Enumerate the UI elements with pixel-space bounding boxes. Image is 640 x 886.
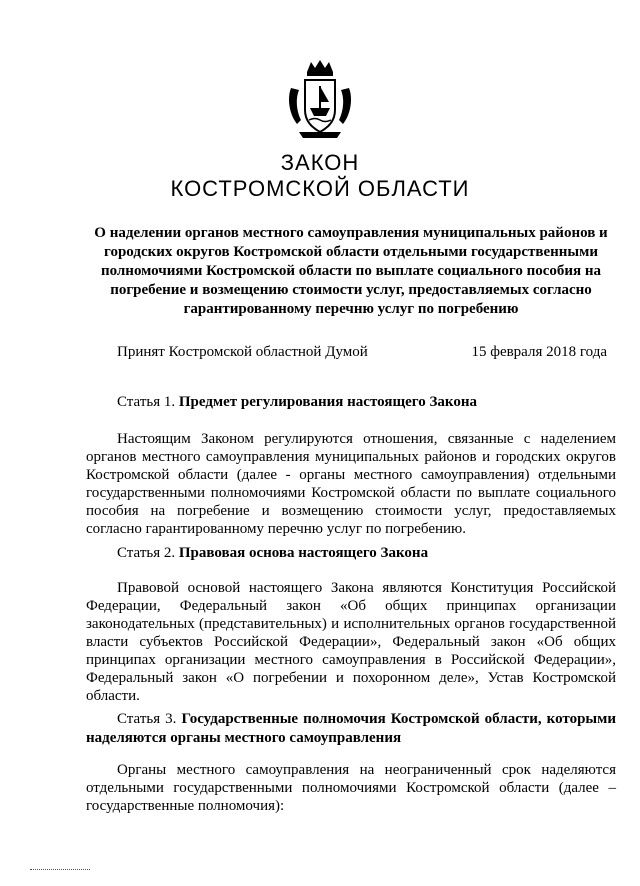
article-3-heading (86, 710, 616, 748)
coat-of-arms-icon (285, 58, 355, 142)
article-3-text: Органы местного самоуправления на неограниченный срок наделяются отдельными государственными полномочиями Костромской области (далее – государственные полномочия): (86, 762, 616, 814)
article-2-title: Правовая основа настоящего Закона (178, 545, 429, 561)
article-2-text: Правовой основой настоящего Закона являются Конституция Российской Федерации, Федеральный закон «Об общих принципах организации законодательных (представительных) и исполнительных органов государственной власти субъектов Российской Федерации», Федеральный закон «Об общих принципах организации местного самоуправления в Российской Федерации», Федеральный закон «О погребении и похоронном деле», Устав Костромской области. (86, 580, 616, 704)
article-3-title: Государственные полномочия Костромской области, которыми наделяются органы местного самоуправления (86, 711, 617, 746)
article-2-number: Статья 2. (117, 545, 176, 561)
law-title: ЗАКОН (280, 150, 360, 175)
article-2-heading (86, 544, 616, 563)
article-1-number: Статья 1. (117, 394, 176, 410)
article-1-heading (86, 393, 616, 412)
footer-mark (30, 869, 90, 872)
article-1-text: Настоящим Законом регулируются отношения, связанные с наделением органов местного самоуправления муниципальных районов и городских округов Костромской области (далее - органы местного самоуправления) отдельными государственными полномочиями Костромской области по выплате социального пособия на погребение и возмещению стоимости услуг, предоставляемых согласно гарантированному перечню услуг по погребению. (86, 431, 616, 537)
region-title: КОСТРОМСКОЙ ОБЛАСТИ (170, 176, 470, 201)
article-1-title: Предмет регулирования настоящего Закона (178, 394, 477, 410)
adopted-by: Принят Костромской областной Думой (117, 344, 368, 360)
adoption-date: 15 февраля 2018 года (471, 344, 607, 360)
article-3-number: Статья 3. (117, 711, 177, 727)
law-subject: О наделении органов местного самоуправления муниципальных районов и городских округов Костромской области отдельными государственными полномочиями Костромской области по выплате социального пособия на погребение и возмещению стоимости услуг, предоставляемых согласно гарантированному перечню услуг по погребению (94, 225, 608, 317)
